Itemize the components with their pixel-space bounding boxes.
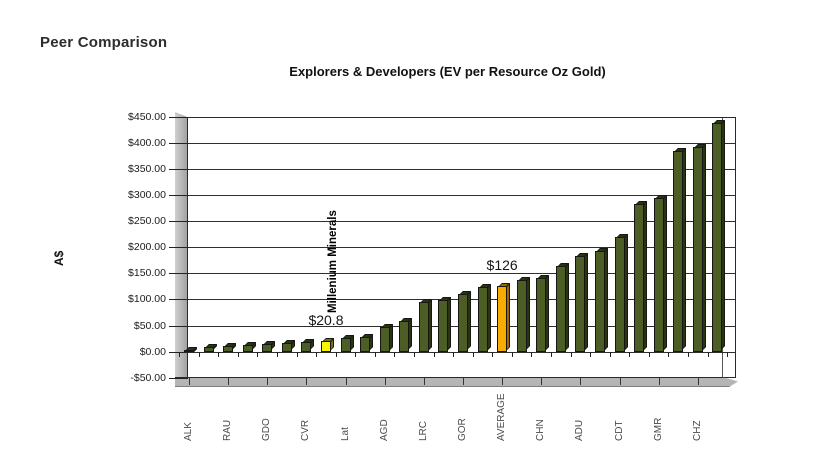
gridline-0 bbox=[188, 352, 735, 353]
x-tick bbox=[414, 352, 415, 357]
x-tick-label-GOR: GOR bbox=[456, 418, 468, 441]
x-tick bbox=[649, 352, 650, 357]
bar-20 bbox=[556, 266, 566, 352]
x-tick bbox=[238, 352, 239, 357]
y-tick bbox=[169, 143, 188, 144]
x-tick bbox=[708, 352, 709, 357]
bar-side-face bbox=[663, 195, 667, 351]
bar-side-face bbox=[408, 318, 412, 350]
floor-tick bbox=[306, 377, 307, 385]
y-tick bbox=[169, 247, 188, 248]
bar-side-face bbox=[565, 263, 569, 351]
bar-CHN bbox=[536, 278, 546, 352]
bar-RAU bbox=[223, 346, 233, 351]
y-tick bbox=[169, 169, 188, 170]
bar-side-face bbox=[624, 234, 628, 351]
bar-14 bbox=[438, 300, 448, 352]
x-tick-label-GDO: GDO bbox=[261, 418, 273, 441]
floor-tick bbox=[267, 377, 268, 385]
bar-28 bbox=[712, 123, 722, 351]
x-tick-label-GMR: GMR bbox=[652, 417, 664, 441]
annotation-millenium-minerals: Millenium Minerals bbox=[326, 209, 339, 313]
x-tick bbox=[316, 352, 317, 357]
x-tick bbox=[590, 352, 591, 357]
floor-tick bbox=[541, 377, 542, 385]
y-tick bbox=[169, 326, 188, 327]
bar-CHZ bbox=[693, 147, 703, 352]
annotation-126: $126 bbox=[486, 256, 518, 273]
bar-16 bbox=[478, 287, 488, 352]
x-tick bbox=[355, 352, 356, 357]
x-tick bbox=[297, 352, 298, 357]
bar-6 bbox=[282, 343, 292, 351]
bar-side-face bbox=[682, 148, 686, 350]
bar-side-face bbox=[447, 297, 451, 351]
plot-floor bbox=[175, 377, 738, 387]
bar-AVERAGE bbox=[497, 286, 507, 352]
floor-tick bbox=[385, 377, 386, 385]
y-tick bbox=[169, 221, 188, 222]
x-tick bbox=[727, 352, 728, 357]
bar-side-face bbox=[702, 144, 706, 351]
x-tick bbox=[668, 352, 669, 357]
bar-side-face bbox=[584, 253, 588, 351]
x-tick bbox=[531, 352, 532, 357]
gridline-350 bbox=[188, 169, 735, 170]
y-tick-label: $250.00 bbox=[128, 215, 166, 228]
bar-26 bbox=[673, 151, 683, 351]
floor-tick bbox=[698, 377, 699, 385]
bar-side-face bbox=[506, 283, 510, 351]
x-tick bbox=[179, 352, 180, 357]
y-tick-label: $150.00 bbox=[128, 267, 166, 280]
floor-tick bbox=[424, 377, 425, 385]
bar-4 bbox=[243, 345, 253, 351]
x-tick bbox=[688, 352, 689, 357]
bar-side-face bbox=[428, 299, 432, 351]
x-tick bbox=[336, 352, 337, 357]
bar-side-face bbox=[604, 248, 608, 351]
y-tick-label: $100.00 bbox=[128, 293, 166, 306]
bar-side-face bbox=[526, 277, 530, 350]
bar-LRC bbox=[419, 302, 429, 352]
bar-side-face bbox=[487, 284, 491, 351]
x-tick bbox=[277, 352, 278, 357]
x-tick bbox=[394, 352, 395, 357]
chart-title: Explorers & Developers (EV per Resource Oz Gold) bbox=[289, 64, 606, 79]
bar-2 bbox=[204, 347, 214, 351]
bar-side-face bbox=[721, 120, 725, 350]
bar-ADU bbox=[575, 256, 585, 352]
bar-CDT bbox=[615, 237, 625, 352]
bar-side-face bbox=[545, 275, 549, 351]
x-tick-label-CHN: CHN bbox=[535, 419, 547, 441]
floor-tick bbox=[580, 377, 581, 385]
x-tick bbox=[199, 352, 200, 357]
y-tick-label: $200.00 bbox=[128, 241, 166, 254]
x-tick-label-LRC: LRC bbox=[417, 420, 429, 441]
x-tick bbox=[551, 352, 552, 357]
bar-10 bbox=[360, 337, 370, 352]
x-tick bbox=[629, 352, 630, 357]
x-tick-label-CHZ: CHZ bbox=[691, 420, 703, 441]
x-tick-label-CVR: CVR bbox=[300, 419, 312, 441]
gridline-300 bbox=[188, 195, 735, 196]
x-tick-label-ADU: ADU bbox=[574, 419, 586, 441]
x-tick bbox=[492, 352, 493, 357]
bar-CVR bbox=[301, 342, 311, 351]
y-tick-label: $450.00 bbox=[128, 111, 166, 123]
y-tick bbox=[169, 195, 188, 196]
plot-area bbox=[175, 112, 738, 402]
x-tick bbox=[473, 352, 474, 357]
x-tick-label-CDT: CDT bbox=[613, 420, 625, 441]
x-tick bbox=[218, 352, 219, 357]
floor-tick bbox=[502, 377, 503, 385]
bar-12 bbox=[399, 321, 409, 351]
y-tick-label: $300.00 bbox=[128, 189, 166, 202]
y-tick-label: $350.00 bbox=[128, 163, 166, 176]
y-tick-label: $50.00 bbox=[133, 319, 166, 332]
bar-GMR bbox=[654, 198, 664, 352]
bar-18 bbox=[517, 280, 527, 351]
x-tick-label-AGD: AGD bbox=[378, 419, 390, 441]
x-tick-label-Lat: Lat bbox=[339, 427, 351, 441]
floor-tick bbox=[346, 377, 347, 385]
y-tick bbox=[169, 117, 188, 118]
x-tick-label-AVERAGE: AVERAGE bbox=[496, 393, 508, 441]
y-tick-label: -$50.00 bbox=[130, 371, 166, 384]
bar-GOR bbox=[458, 294, 468, 351]
y-tick-label: $400.00 bbox=[128, 137, 166, 150]
x-tick bbox=[434, 352, 435, 357]
bar-8 bbox=[321, 341, 331, 352]
page-title: Peer Comparison bbox=[40, 34, 168, 51]
floor-tick bbox=[620, 377, 621, 385]
y-tick bbox=[169, 273, 188, 274]
floor-tick bbox=[189, 377, 190, 385]
x-tick-label-ALK: ALK bbox=[183, 422, 194, 441]
x-tick bbox=[610, 352, 611, 357]
x-tick bbox=[571, 352, 572, 357]
x-tick bbox=[453, 352, 454, 357]
bar-Lat bbox=[341, 338, 351, 352]
floor-tick bbox=[659, 377, 660, 385]
bar-side-face bbox=[467, 291, 471, 350]
bar-AGD bbox=[380, 327, 390, 352]
x-tick-label-RAU: RAU bbox=[222, 419, 234, 441]
gridline-400 bbox=[188, 143, 735, 144]
bar-22 bbox=[595, 251, 605, 352]
x-tick bbox=[512, 352, 513, 357]
floor-tick bbox=[463, 377, 464, 385]
y-tick bbox=[169, 378, 188, 379]
y-tick-label: $0.00 bbox=[139, 345, 166, 358]
y-tick bbox=[169, 299, 188, 300]
y-axis-title: A$ bbox=[52, 250, 66, 266]
x-tick bbox=[257, 352, 258, 357]
annotation-208: $20.8 bbox=[308, 311, 344, 328]
bar-side-face bbox=[643, 201, 647, 351]
bar-GDO bbox=[262, 344, 272, 351]
x-tick bbox=[375, 352, 376, 357]
bar-side-face bbox=[389, 324, 393, 351]
floor-tick bbox=[228, 377, 229, 385]
bar-24 bbox=[634, 204, 644, 352]
